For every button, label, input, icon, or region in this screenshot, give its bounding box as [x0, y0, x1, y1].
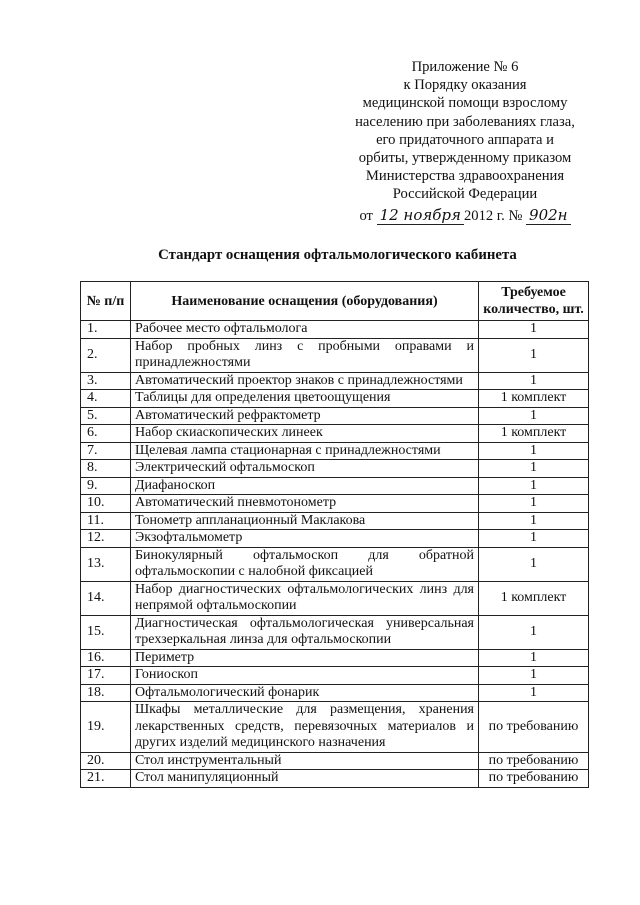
row-name: Стол манипуляционный — [131, 770, 479, 788]
header-line: населению при заболеваниях глаза, — [355, 113, 575, 130]
row-number: 6. — [81, 425, 131, 443]
order-date-handwritten: 12 ноября — [377, 206, 464, 225]
row-quantity: 1 — [479, 512, 589, 530]
row-name: Стол инструментальный — [131, 752, 479, 770]
row-quantity: 1 — [479, 667, 589, 685]
row-quantity: по требованию — [479, 702, 589, 753]
row-name: Диафаноскоп — [131, 477, 479, 495]
row-name: Шкафы металлические для размещения, хранения лекарственных средств, перевязочных материалов и других изделий медицинского назначения — [131, 702, 479, 753]
table-row — [81, 649, 589, 667]
row-name: Диагностическая офтальмологическая универсальная трехзеркальная линза для офтальмоскопии — [131, 615, 479, 649]
header-line: к Порядку оказания — [403, 77, 527, 94]
row-number: 4. — [81, 390, 131, 408]
row-number: 3. — [81, 372, 131, 390]
row-quantity: по требованию — [479, 770, 589, 788]
row-number: 21. — [81, 770, 131, 788]
row-quantity: 1 — [479, 321, 589, 339]
table-row — [81, 684, 589, 702]
row-number: 7. — [81, 442, 131, 460]
appendix-header — [330, 58, 600, 225]
header-line: медицинской помощи взрослому — [362, 95, 568, 112]
row-name: Автоматический рефрактометр — [131, 407, 479, 425]
equipment-table — [80, 281, 589, 788]
row-name: Таблицы для определения цветоощущения — [131, 390, 479, 408]
row-number: 9. — [81, 477, 131, 495]
table-row — [81, 442, 589, 460]
row-quantity: 1 — [479, 530, 589, 548]
order-prefix: от — [359, 207, 373, 224]
row-quantity: 1 — [479, 338, 589, 372]
table-row — [81, 667, 589, 685]
row-number: 12. — [81, 530, 131, 548]
table-row — [81, 702, 589, 753]
row-name: Набор скиаскопических линеек — [131, 425, 479, 443]
row-quantity: 1 — [479, 684, 589, 702]
row-name: Тонометр аппланационный Маклакова — [131, 512, 479, 530]
row-number: 1. — [81, 321, 131, 339]
table-row — [81, 460, 589, 478]
row-name: Рабочее место офтальмолога — [131, 321, 479, 339]
row-number: 16. — [81, 649, 131, 667]
row-quantity: по требованию — [479, 752, 589, 770]
table-row — [81, 338, 589, 372]
row-quantity: 1 комплект — [479, 390, 589, 408]
row-quantity: 1 — [479, 372, 589, 390]
row-quantity: 1 — [479, 649, 589, 667]
row-quantity: 1 — [479, 547, 589, 581]
header-line: Российской Федерации — [392, 186, 538, 203]
row-number: 18. — [81, 684, 131, 702]
order-reference — [330, 206, 600, 225]
header-name: Наименование оснащения (оборудования) — [131, 282, 479, 321]
table-row — [81, 390, 589, 408]
row-name: Автоматический проектор знаков с принадлежностями — [131, 372, 479, 390]
order-number-handwritten: 902н — [526, 206, 571, 225]
header-line: Министерства здравоохранения — [365, 168, 565, 185]
row-quantity: 1 — [479, 460, 589, 478]
table-header-row — [81, 282, 589, 321]
table-row — [81, 425, 589, 443]
row-number: 2. — [81, 338, 131, 372]
row-number: 20. — [81, 752, 131, 770]
row-name: Электрический офтальмоскоп — [131, 460, 479, 478]
row-quantity: 1 — [479, 407, 589, 425]
table-row — [81, 495, 589, 513]
table-row — [81, 547, 589, 581]
row-number: 5. — [81, 407, 131, 425]
row-name: Гониоскоп — [131, 667, 479, 685]
row-number: 10. — [81, 495, 131, 513]
table-row — [81, 615, 589, 649]
row-name: Офтальмологический фонарик — [131, 684, 479, 702]
row-name: Бинокулярный офтальмоскоп для обратной офтальмоскопии с налобной фиксацией — [131, 547, 479, 581]
table-row — [81, 752, 589, 770]
header-line: Приложение № 6 — [411, 59, 519, 75]
row-quantity: 1 — [479, 615, 589, 649]
table-row — [81, 581, 589, 615]
document-title: Стандарт оснащения офтальмологического кабинета — [158, 247, 517, 263]
header-line: орбиты, утвержденному приказом — [358, 150, 572, 167]
row-name: Периметр — [131, 649, 479, 667]
order-year: 2012 г. № — [463, 207, 523, 224]
row-quantity: 1 комплект — [479, 425, 589, 443]
row-quantity: 1 — [479, 477, 589, 495]
row-name: Щелевая лампа стационарная с принадлежностями — [131, 442, 479, 460]
row-number: 19. — [81, 702, 131, 753]
header-qty: Требуемое количество, шт. — [479, 282, 589, 321]
header-line: его придаточного аппарата и — [376, 131, 554, 148]
row-quantity: 1 — [479, 442, 589, 460]
table-row — [81, 321, 589, 339]
row-name: Автоматический пневмотонометр — [131, 495, 479, 513]
table-row — [81, 770, 589, 788]
row-name: Экзофтальмометр — [131, 530, 479, 548]
row-number: 15. — [81, 615, 131, 649]
row-number: 17. — [81, 667, 131, 685]
row-number: 14. — [81, 581, 131, 615]
row-number: 8. — [81, 460, 131, 478]
table-row — [81, 372, 589, 390]
table-row — [81, 512, 589, 530]
row-quantity: 1 — [479, 495, 589, 513]
row-number: 13. — [81, 547, 131, 581]
row-quantity: 1 комплект — [479, 581, 589, 615]
row-name: Набор пробных линз с пробными оправами и принадлежностями — [131, 338, 479, 372]
table-row — [81, 530, 589, 548]
table-row — [81, 407, 589, 425]
row-name: Набор диагностических офтальмологических линз для непрямой офтальмоскопии — [131, 581, 479, 615]
table-row — [81, 477, 589, 495]
row-number: 11. — [81, 512, 131, 530]
header-num: № п/п — [81, 282, 131, 321]
